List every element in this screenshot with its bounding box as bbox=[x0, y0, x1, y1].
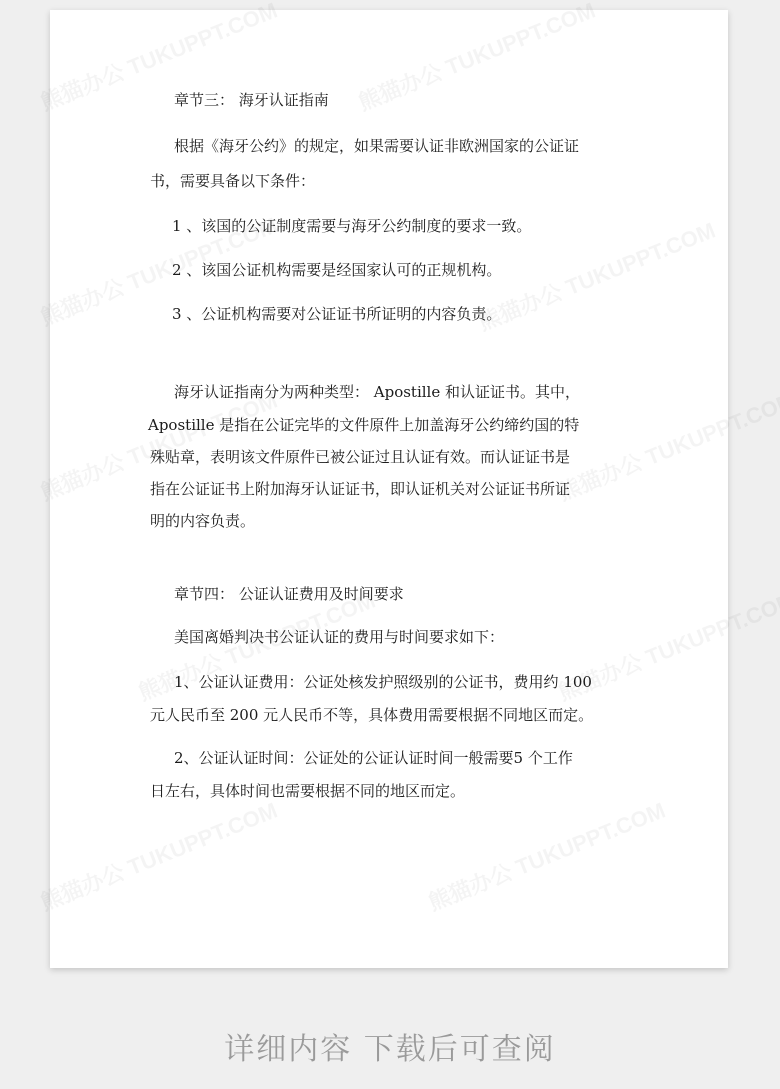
watermark bbox=[553, 384, 780, 508]
paragraph-line: 美国离婚判决书公证认证的费用与时间要求如下： bbox=[174, 628, 505, 646]
document-page bbox=[50, 10, 728, 968]
condition-item: 1 、该国的公证制度需要与海牙公约制度的要求一致。 bbox=[172, 217, 532, 235]
paragraph-line: 殊贴章，表明该文件原件已被公证过且认证有效。而认证证书是 bbox=[150, 448, 571, 466]
paragraph-line: 书，需要具备以下条件： bbox=[150, 172, 316, 190]
watermark bbox=[35, 794, 281, 918]
watermark bbox=[423, 794, 669, 918]
section3-heading: 章节三： 海牙认证指南 bbox=[174, 91, 329, 109]
condition-item: 2 、该国公证机构需要是经国家认可的正规机构。 bbox=[172, 261, 502, 279]
section4-heading: 章节四： 公证认证费用及时间要求 bbox=[174, 585, 404, 603]
fee-item: 1、公证认证费用：公证处核发护照级别的公证书，费用约 100 bbox=[174, 673, 592, 691]
paragraph-line: 指在公证证书上附加海牙认证证书，即认证机关对公证证书所证 bbox=[150, 480, 571, 498]
download-prompt: 详细内容 下载后可查阅 bbox=[224, 1032, 556, 1067]
condition-item: 3 、公证机构需要对公证证书所证明的内容负责。 bbox=[172, 305, 502, 323]
paragraph-line: 根据《海牙公约》的规定，如果需要认证非欧洲国家的公证证 bbox=[174, 137, 580, 155]
watermark bbox=[353, 0, 599, 117]
fee-item: 元人民币至 200 元人民币不等，具体费用需要根据不同地区而定。 bbox=[150, 706, 594, 724]
time-item: 日左右，具体时间也需要根据不同的地区而定。 bbox=[150, 782, 466, 800]
time-item: 2、公证认证时间：公证处的公证认证时间一般需要5 个工作 bbox=[174, 749, 573, 767]
paragraph-line: 明的内容负责。 bbox=[150, 512, 256, 530]
paragraph-line: 海牙认证指南分为两种类型： Apostille 和认证证书。其中， bbox=[174, 383, 580, 401]
paragraph-line: Apostille 是指在公证完毕的文件原件上加盖海牙公约缔约国的特 bbox=[148, 416, 580, 434]
